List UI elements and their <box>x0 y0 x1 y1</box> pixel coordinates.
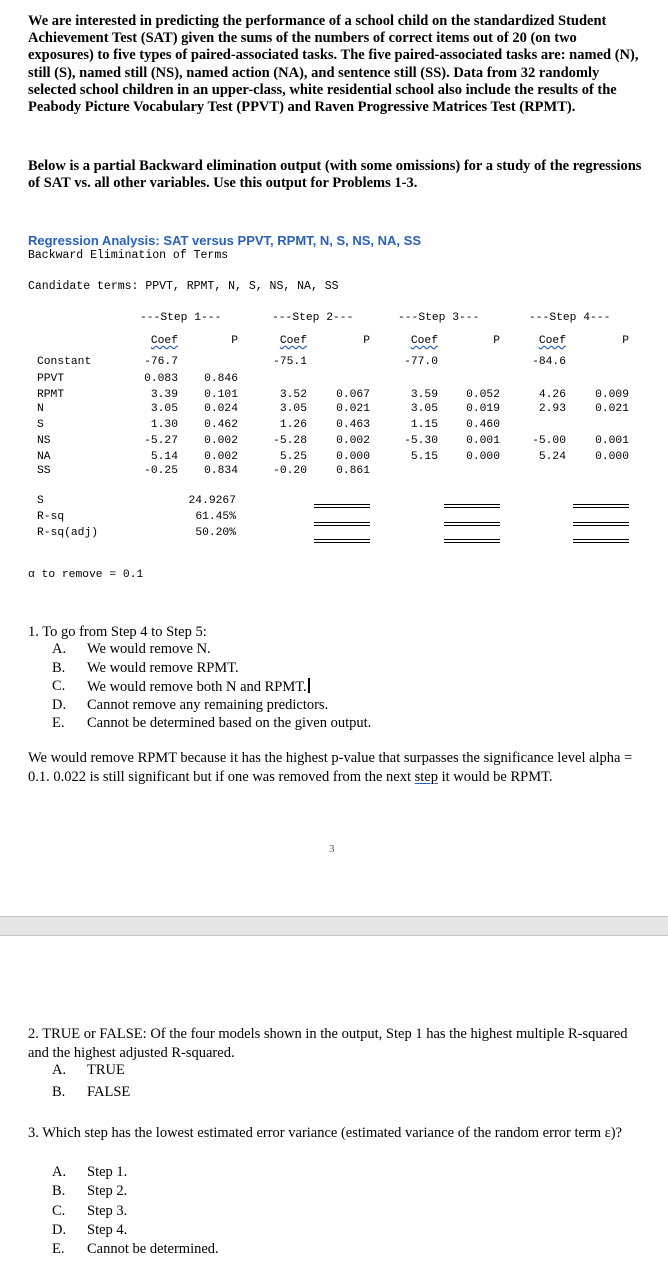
coef-value: 5.15 <box>410 451 438 463</box>
p-header: P <box>231 335 238 347</box>
p-value: 0.009 <box>595 389 629 401</box>
q1-option-text: Cannot be determined based on the given output. <box>87 715 372 731</box>
p-value: 0.024 <box>204 403 238 415</box>
p-header: P <box>622 335 629 347</box>
coef-value: 3.52 <box>279 389 307 401</box>
p-header: P <box>493 335 500 347</box>
q1-option-letter: D. <box>52 696 67 713</box>
coef-header: Coef <box>150 335 178 347</box>
q1-option-letter: C. <box>52 678 66 694</box>
coef-value: 3.39 <box>150 389 178 401</box>
coef-value: -77.0 <box>404 356 438 368</box>
regression-subtitle: Backward Elimination of Terms <box>28 249 229 262</box>
coef-value: -5.28 <box>273 435 307 447</box>
p-value: 0.834 <box>204 465 238 477</box>
p-value: 0.861 <box>336 465 370 477</box>
coef-value: -0.25 <box>144 465 178 477</box>
row-label: RPMT <box>37 389 65 401</box>
step-header: ---Step 1--- <box>140 312 222 324</box>
q2-option-letter: A. <box>52 1062 67 1078</box>
coef-value: 3.05 <box>410 403 438 415</box>
coef-value: -75.1 <box>273 356 307 368</box>
summary-label: R-sq <box>37 511 65 523</box>
q3-option-text: Step 4. <box>87 1221 128 1238</box>
p-value: 0.001 <box>595 435 629 447</box>
p-value: 0.002 <box>204 451 238 463</box>
candidate-terms: Candidate terms: PPVT, RPMT, N, S, NS, NA, SS <box>28 280 339 293</box>
p-value: 0.000 <box>466 451 500 463</box>
coef-header: Coef <box>410 335 438 347</box>
summary-label: R-sq(adj) <box>37 527 99 539</box>
summary-value: 50.20% <box>195 527 236 539</box>
coef-value: 5.14 <box>150 451 178 463</box>
q2-stem: 2. TRUE or FALSE: Of the four models shown in the output, Step 1 has the highest multiple R-squared and the highest adjusted R-squared. <box>28 1026 628 1061</box>
q2-option-text: TRUE <box>87 1062 125 1078</box>
coef-value: -5.00 <box>532 435 566 447</box>
q3-option-letter: A. <box>52 1164 67 1180</box>
coef-value: 3.05 <box>279 403 307 415</box>
coef-value: 0.083 <box>144 373 178 385</box>
q1-option-letter: B. <box>52 659 66 676</box>
q1-option-text: We would remove RPMT. <box>87 659 239 676</box>
summary-value: 61.45% <box>195 511 236 523</box>
p-value: 0.462 <box>204 419 238 431</box>
coef-value: 1.15 <box>410 419 438 431</box>
p-value: 0.846 <box>204 373 238 385</box>
coef-value: -84.6 <box>532 356 566 368</box>
omitted-value-blank <box>573 539 629 543</box>
q3-option-letter: C. <box>52 1202 66 1219</box>
p-value: 0.460 <box>466 419 500 431</box>
q3-option-text: Step 2. <box>87 1183 128 1200</box>
coef-value: 3.05 <box>150 403 178 415</box>
coef-value: 1.30 <box>150 419 178 431</box>
coef-header: Coef <box>279 335 307 347</box>
page-number: 3 <box>329 843 335 855</box>
p-value: 0.000 <box>336 451 370 463</box>
p-value: 0.019 <box>466 403 500 415</box>
q3-option-text: Step 3. <box>87 1202 128 1219</box>
summary-value: 24.9267 <box>188 495 236 507</box>
row-label: PPVT <box>37 373 65 385</box>
p-value: 0.101 <box>204 389 238 401</box>
alpha-to-remove: α to remove = 0.1 <box>28 569 144 581</box>
coef-value: -0.20 <box>273 465 307 477</box>
q3-option-letter: E. <box>52 1241 65 1258</box>
p-value: 0.000 <box>595 451 629 463</box>
p-value: 0.001 <box>466 435 500 447</box>
p-value: 0.002 <box>336 435 370 447</box>
p-value: 0.052 <box>466 389 500 401</box>
q3-stem: 3. Which step has the lowest estimated error variance (estimated variance of the random error term ε)? <box>28 1125 623 1141</box>
p-header: P <box>363 335 370 347</box>
q1-answer-text: We would remove RPMT because it has the highest p-value that surpasses the significance level alpha = 0.1. 0.022 is still significant but if one was removed from the next <box>28 750 633 785</box>
coef-value: 1.26 <box>279 419 307 431</box>
row-label: SS <box>37 465 51 477</box>
omitted-value-blank <box>444 504 500 508</box>
q1-option-text: We would remove N. <box>87 641 211 657</box>
row-label: N <box>37 403 44 415</box>
text-cursor <box>308 678 310 693</box>
q3-option-text: Step 1. <box>87 1164 128 1180</box>
q1-answer <box>28 749 640 786</box>
omitted-value-blank <box>444 539 500 543</box>
row-label: NA <box>37 451 51 463</box>
omitted-value-blank <box>573 522 629 526</box>
coef-value: 4.26 <box>538 389 566 401</box>
row-label: Constant <box>37 356 92 368</box>
q3-option-text: Cannot be determined. <box>87 1241 219 1258</box>
p-value: 0.067 <box>336 389 370 401</box>
p-value: 0.021 <box>595 403 629 415</box>
q1-option-letter: A. <box>52 641 67 657</box>
regression-title: Regression Analysis: SAT versus PPVT, RPMT, N, S, NS, NA, SS <box>28 233 422 248</box>
problem-instructions: Below is a partial Backward elimination output (with some omissions) for a study of the regressions of SAT vs. all other variables. Use this output for Problems 1-3. <box>28 158 642 192</box>
q1-answer-link-word: step <box>414 768 438 785</box>
q3-option-letter: B. <box>52 1183 66 1200</box>
row-label: S <box>37 419 44 431</box>
coef-value: 2.93 <box>538 403 566 415</box>
omitted-value-blank <box>314 504 370 508</box>
p-value: 0.002 <box>204 435 238 447</box>
q1-option-text: We would remove both N and RPMT. <box>87 678 310 696</box>
step-header: ---Step 3--- <box>398 312 480 324</box>
page-break <box>0 916 668 936</box>
q1-answer-text-end: it would be RPMT. <box>437 768 553 785</box>
step-header: ---Step 4--- <box>529 312 611 324</box>
step-header: ---Step 2--- <box>272 312 354 324</box>
omitted-value-blank <box>573 504 629 508</box>
coef-value: -76.7 <box>144 356 178 368</box>
row-label: NS <box>37 435 51 447</box>
q2-option-letter: B. <box>52 1084 66 1100</box>
p-value: 0.463 <box>336 419 370 431</box>
p-value: 0.021 <box>336 403 370 415</box>
q2-option-text: FALSE <box>87 1084 131 1100</box>
omitted-value-blank <box>314 522 370 526</box>
omitted-value-blank <box>314 539 370 543</box>
q1-option-letter: E. <box>52 715 65 731</box>
coef-value: 5.25 <box>279 451 307 463</box>
q1-option-text: Cannot remove any remaining predictors. <box>87 696 329 713</box>
coef-value: -5.30 <box>404 435 438 447</box>
q1-stem: 1. To go from Step 4 to Step 5: <box>28 624 207 640</box>
coef-value: -5.27 <box>144 435 178 447</box>
q3-option-letter: D. <box>52 1221 67 1238</box>
problem-intro: We are interested in predicting the performance of a school child on the standardized Student Achievement Test (SAT) given the sums of the numbers of correct items out of 20 (on two exposures) to five types of paired-associated tasks. The five paired-associated tasks are: named (N), still (S), named still (NS), named action (NA), and sentence still (SS). Data from 32 randomly selected school children in an upper-class, white residential school also include the results of the Peabody Picture Vocabulary Test (PPVT) and Raven Progressive Matrices Test (RPMT). <box>28 13 639 116</box>
summary-label: S <box>37 495 44 507</box>
coef-value: 5.24 <box>538 451 566 463</box>
omitted-value-blank <box>444 522 500 526</box>
coef-value: 3.59 <box>410 389 438 401</box>
coef-header: Coef <box>538 335 566 347</box>
